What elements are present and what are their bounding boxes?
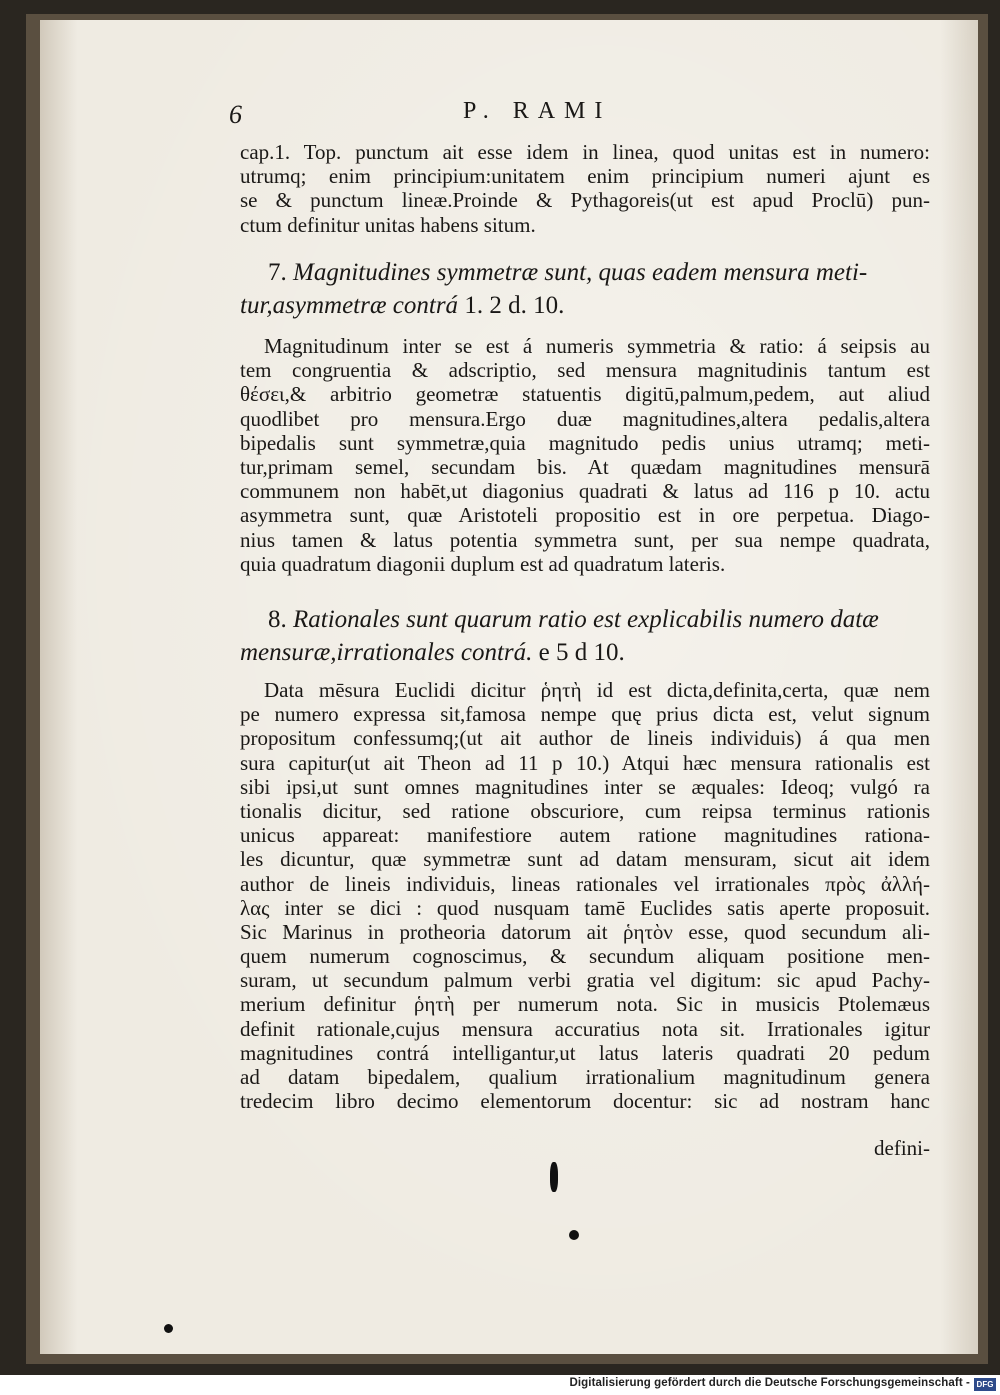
- text-line: merium definitur ῥητὴ per numerum nota. Sic in musicis Ptolemæus: [240, 992, 930, 1017]
- text-line: Data mēsura Euclidi dicitur ῥητὴ id est dicta,definita,certa, quæ nem: [264, 678, 930, 702]
- section-7-heading: [240, 256, 928, 322]
- heading-line: [240, 289, 928, 322]
- text-line: author de lineis individuis, lineas rationales vel irrationales πρὸς ἀλλή-: [240, 871, 930, 896]
- ink-stain: [550, 1162, 558, 1192]
- text-line: cap.1. Top. punctum ait esse idem in linea, quod unitas est in numero:: [240, 140, 930, 164]
- text-line: Magnitudinum inter se est á numeris symmetria & ratio: á seipsis au: [264, 334, 930, 358]
- section-number: 8.: [268, 606, 287, 633]
- text-line: Sic Marinus in protheoria datorum ait ῥητὸν esse, quod secundum ali-: [240, 919, 930, 944]
- heading-line: [268, 256, 928, 289]
- digitization-credit: Digitalisierung gefördert durch die Deutsche Forschungsgemeinschaft -: [569, 1377, 970, 1389]
- text-line: bipedalis sunt symmetræ,quia magnitudo pedis unius utramq; meti-: [240, 430, 930, 455]
- page-header: [229, 100, 929, 140]
- text-line: ctum definitur unitas habens situm.: [240, 212, 536, 237]
- text-line: λας inter se dici : quod nusquam tamē Euclides satis aperte proposuit.: [240, 895, 930, 920]
- text-line: se & punctum lineæ.Proinde & Pythagoreis(ut est apud Proclū) pun-: [240, 188, 930, 213]
- text-line: pe numero expressa sit,famosa nempe quę prius dicta est, velut signum: [240, 702, 930, 727]
- page-number: 6: [229, 100, 242, 129]
- text-line: quodlibet pro mensura.Ergo duæ magnitudines,altera pedalis,altera: [240, 406, 930, 431]
- heading-reference: e 5 d 10.: [538, 639, 625, 666]
- section-8-body: [240, 678, 930, 1113]
- heading-text: mensuræ,irrationales contrá.: [240, 639, 533, 666]
- catchword: defini-: [874, 1136, 930, 1160]
- heading-line: [240, 636, 928, 669]
- text-line: quem numerum cognoscimus, & secundum aliquam positione men-: [240, 944, 930, 969]
- text-line: magnitudines contrá intelligantur,ut latus lateris quadrati 20 pedum: [240, 1040, 930, 1065]
- text-line: tur,primam semel, secundam bis. At quædam magnitudines mensurā: [240, 454, 930, 479]
- text-line: nius tamen & latus potentia symmetra sunt, per sua nempe quadrata,: [240, 527, 930, 552]
- text-line: sibi ipsi,ut sunt omnes magnitudines inter se æquales: Ideoq; vulgó ra: [240, 774, 930, 799]
- heading-text: tur,asymmetræ contrá: [240, 292, 459, 319]
- text-line: propositum confessumq;(ut ait author de lineis individuis) á qua men: [240, 726, 930, 751]
- text-line: unicus appareat: manifestiore autem ratione magnitudines rationa-: [240, 823, 930, 848]
- section-number: 7.: [268, 259, 287, 286]
- text-line: tionalis dicitur, sed ratione obscuriore, cum reipsa terminus rationis: [240, 798, 930, 823]
- running-head: P. RAMI: [463, 98, 612, 124]
- text-line: communem non habēt,ut diagonius quadrati & latus ad 116 p 10. actu: [240, 479, 930, 504]
- section-7-body: [240, 334, 930, 576]
- text-line: asymmetra sunt, quæ Aristoteli propositio est in ore perpetua. Diago-: [240, 503, 930, 528]
- intro-paragraph: [240, 140, 930, 237]
- text-line: tem congruentia & adscriptio, sed mensura magnitudinis tantum est: [240, 358, 930, 383]
- text-line: sura capitur(ut ait Theon ad 11 p 10.) Atqui hæc mensura rationalis est: [240, 750, 930, 775]
- ink-dot: [569, 1230, 579, 1240]
- dfg-logo: DFG: [974, 1378, 996, 1391]
- text-line: definit rationale,cujus mensura accuratius nota sit. Irrationales igitur: [240, 1016, 930, 1041]
- text-line: quia quadratum diagonii duplum est ad quadratum lateris.: [240, 551, 726, 576]
- ink-dot: [164, 1324, 173, 1333]
- text-line: utrumq; enim principium:unitatem enim principium numeri ajunt es: [240, 164, 930, 189]
- section-8-heading: [240, 603, 928, 669]
- heading-text: Rationales sunt quarum ratio est explicabilis numero datæ: [293, 606, 879, 633]
- footer-bar: [0, 1375, 1000, 1395]
- text-line: les dicuntur, quæ symmetræ sunt ad datam mensuram, sicut ait idem: [240, 847, 930, 872]
- heading-line: [268, 603, 928, 636]
- text-line: tredecim libro decimo elementorum docentur: sic ad nostram hanc: [240, 1089, 930, 1114]
- text-line: suram, ut secundum palmum verbi gratia vel digitum: sic apud Pachy-: [240, 968, 930, 993]
- heading-reference: 1. 2 d. 10.: [464, 292, 565, 319]
- text-line: θέσει,& arbitrio geometræ statuentis digitū,palmum,pedem, aut aliud: [240, 382, 930, 407]
- heading-text: Magnitudines symmetræ sunt, quas eadem mensura meti-: [293, 259, 868, 286]
- text-line: ad datam bipedalem, qualium irrationalium magnitudinum genera: [240, 1065, 930, 1089]
